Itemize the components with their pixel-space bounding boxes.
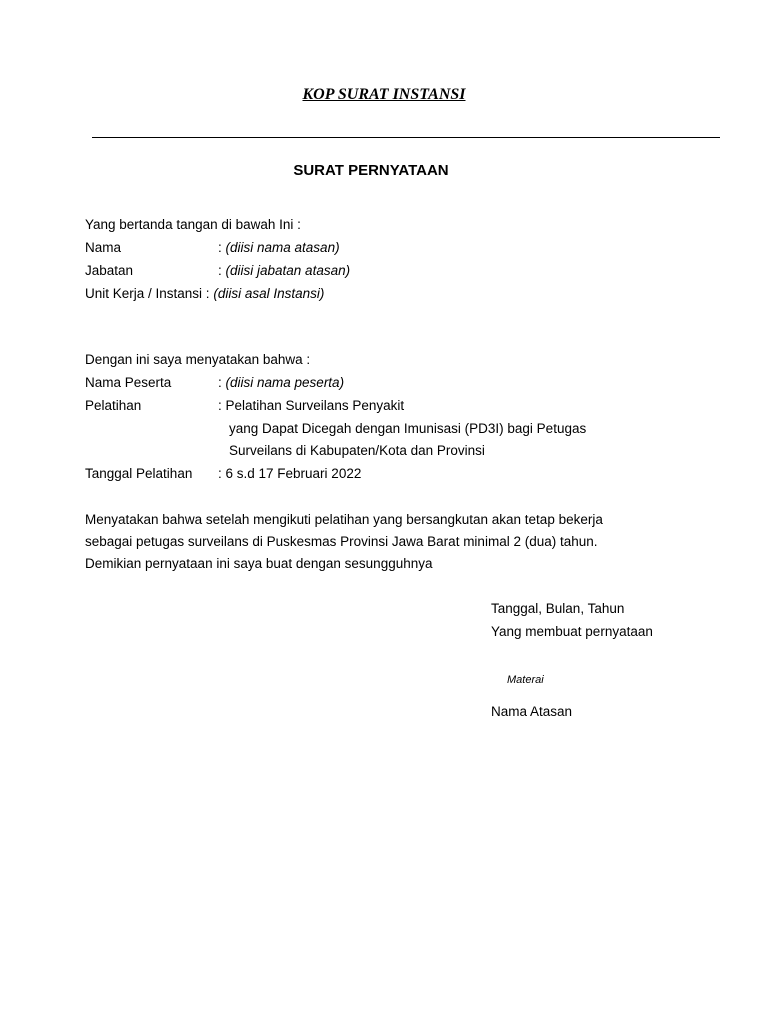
document-title: SURAT PERNYATAAN: [293, 162, 449, 179]
signer-intro: Yang bertanda tangan di bawah Ini :: [85, 217, 301, 232]
peserta-value: (diisi nama peserta): [225, 375, 345, 390]
pelatihan-value-line2: yang Dapat Dicegah dengan Imunisasi (PD3I) bagi Petugas: [229, 421, 587, 436]
signature-date: Tanggal, Bulan, Tahun: [491, 601, 625, 616]
pelatihan-label: Pelatihan: [85, 398, 142, 413]
signature-maker: Yang membuat pernyataan: [491, 624, 653, 639]
statement-row-pelatihan: [85, 397, 404, 415]
signer-sep-nama: :: [218, 240, 226, 255]
tanggal-value: : 6 s.d 17 Februari 2022: [218, 466, 362, 481]
signature-name: Nama Atasan: [491, 704, 573, 719]
body-line-2: sebagai petugas surveilans di Puskesmas Provinsi Jawa Barat minimal 2 (dua) tahun.: [85, 534, 598, 549]
signer-row-jabatan: [85, 262, 350, 280]
letterhead-divider: [92, 137, 720, 138]
pelatihan-value-line3: Surveilans di Kabupaten/Kota dan Provinsi: [229, 443, 485, 458]
signer-row-unit: [85, 285, 324, 303]
signer-row-nama: [85, 239, 340, 257]
peserta-label: Nama Peserta: [85, 375, 172, 390]
materai-placeholder: Materai: [507, 674, 544, 686]
statement-row-tanggal: [85, 465, 361, 483]
letterhead-placeholder: KOP SURAT INSTANSI: [302, 86, 466, 103]
signer-sep-jabatan: :: [218, 263, 226, 278]
tanggal-label: Tanggal Pelatihan: [85, 466, 193, 481]
statement-intro: Dengan ini saya menyatakan bahwa :: [85, 352, 311, 367]
body-line-1: Menyatakan bahwa setelah mengikuti pelatihan yang bersangkutan akan tetap bekerja: [85, 512, 603, 527]
body-line-3: Demikian pernyataan ini saya buat dengan sesungguhnya: [85, 556, 433, 571]
signer-value-nama: (diisi nama atasan): [225, 240, 340, 255]
pelatihan-value-line1: : Pelatihan Surveilans Penyakit: [218, 398, 405, 413]
statement-row-peserta: [85, 374, 344, 392]
peserta-sep: :: [218, 375, 226, 390]
signer-label-jabatan: Jabatan: [85, 263, 134, 278]
signer-label-nama: Nama: [85, 240, 122, 255]
signer-label-unit: Unit Kerja / Instansi :: [85, 286, 210, 301]
signer-value-unit: (diisi asal Instansi): [213, 286, 325, 301]
signer-value-jabatan: (diisi jabatan atasan): [225, 263, 351, 278]
